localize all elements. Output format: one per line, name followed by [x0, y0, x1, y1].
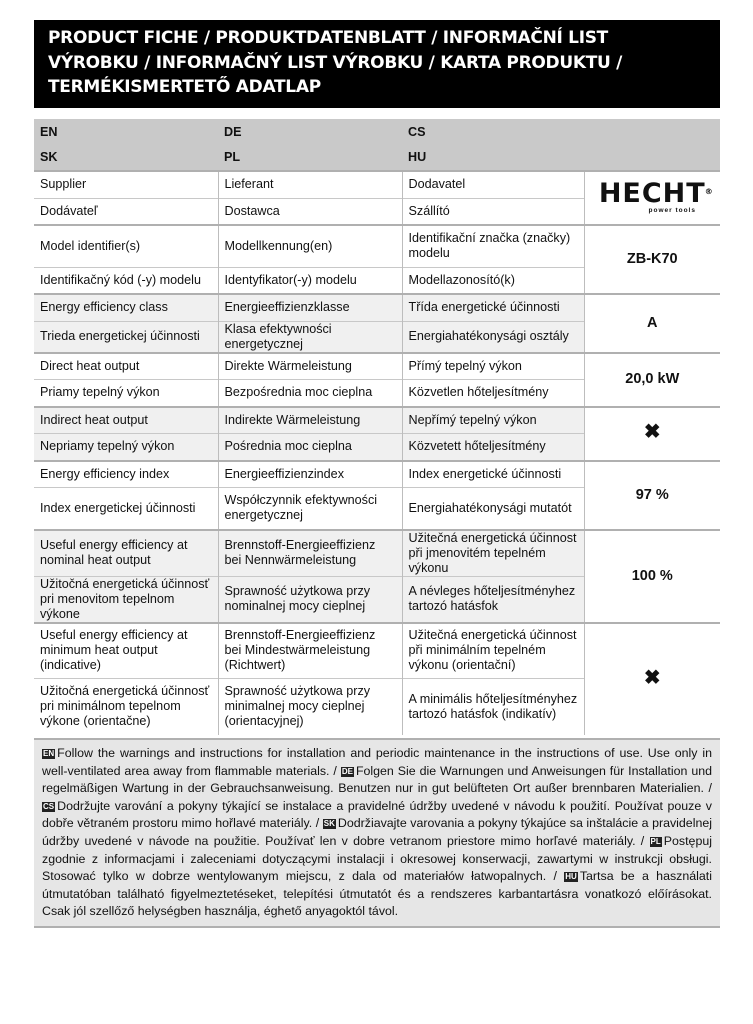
- note-sk: Dodržiavajte varovania a pokyny týkajúce sa inštalácie a pravidelnej údržby uvedené v návode na použitie. Používať len v dobre vetranom priestore mimo horľavé materiály. /: [42, 816, 712, 848]
- label-en: Direct heat output: [34, 353, 218, 380]
- label-pl: Klasa efektywności energetycznej: [218, 321, 402, 353]
- flag-sk-icon: SK: [323, 819, 335, 829]
- registered-mark: ®: [704, 187, 714, 196]
- lang-code: EN: [34, 119, 218, 145]
- minimum-efficiency-value: [584, 623, 720, 735]
- label-hu: Energiahatékonysági osztály: [402, 321, 584, 353]
- title-line: VÝROBKU / INFORMAČNÝ LIST VÝROBKU / KARTA PRODUKTU /: [48, 52, 623, 73]
- brand-logo: [584, 171, 720, 225]
- label-pl: Sprawność użytkowa przy minimalnej mocy cieplnej (orientacyjnej): [218, 679, 402, 735]
- label-sk: Dodávateľ: [34, 198, 218, 225]
- label-sk: Trieda energetickej účinnosti: [34, 321, 218, 353]
- safety-notes: [34, 738, 720, 928]
- label-en: Energy efficiency index: [34, 461, 218, 488]
- flag-cs-icon: CS: [43, 801, 55, 811]
- energy-efficiency-index-value: 97 %: [584, 461, 720, 530]
- label-cs: Nepřímý tepelný výkon: [402, 407, 584, 434]
- label-sk: Identifikačný kód (-y) modelu: [34, 267, 218, 294]
- label-pl: Dostawca: [218, 198, 402, 225]
- product-fiche-title: [34, 20, 720, 108]
- label-de: Lieferant: [218, 171, 402, 198]
- lang-code: CS: [402, 119, 584, 145]
- label-hu: Energiahatékonysági mutatót: [402, 488, 584, 530]
- label-pl: Współczynnik efektywności energetycznej: [218, 488, 402, 530]
- label-cs: Třída energetické účinnosti: [402, 294, 584, 321]
- brand-name: HECHT: [598, 178, 706, 209]
- note-pl: Postępuj zgodnie z informacjami i zaleceniami dotyczącymi instalacji i okresowej konserwacji, zawartymi w instrukcji obsługi. Stosować tylko w dobrze wentylowanym miejscu, z dala od materiałów łatwopalnych. /: [42, 833, 712, 884]
- label-sk: Index energetickej účinnosti: [34, 488, 218, 530]
- label-pl: Sprawność użytkowa przy nominalnej mocy cieplnej: [218, 576, 402, 623]
- cross-icon: ✖: [643, 421, 661, 443]
- label-de: Brennstoff-Energieeffizienz bei Nennwärmeleistung: [218, 530, 402, 577]
- fiche-table: [34, 119, 720, 735]
- label-sk: Užitočná energetická účinnosť pri minimálnom tepelnom výkone (orientačne): [34, 679, 218, 735]
- label-cs: Dodavatel: [402, 171, 584, 198]
- lang-code: HU: [402, 145, 584, 171]
- label-sk: Priamy tepelný výkon: [34, 380, 218, 407]
- label-pl: Identyfikator(-y) modelu: [218, 267, 402, 294]
- label-cs: Index energetické účinnosti: [402, 461, 584, 488]
- label-de: Energieeffizienzklasse: [218, 294, 402, 321]
- label-de: Indirekte Wärmeleistung: [218, 407, 402, 434]
- flag-hu-icon: HU: [565, 872, 577, 882]
- label-de: Energieeffizienzindex: [218, 461, 402, 488]
- cross-icon: ✖: [643, 666, 661, 689]
- brand-tagline: power tools: [648, 207, 696, 214]
- flag-pl-icon: PL: [650, 836, 661, 846]
- title-line: TERMÉKISMERTETŐ ADATLAP: [48, 77, 321, 97]
- label-sk: Užitočná energetická účinnosť pri menovitom tepelnom výkone: [34, 576, 218, 623]
- label-cs: Identifikační značka (značky) modelu: [402, 225, 584, 267]
- nominal-efficiency-value: 100 %: [584, 530, 720, 623]
- label-cs: Užitečná energetická účinnost při minimálním tepelném výkonu (orientační): [402, 623, 584, 679]
- label-en: Supplier: [34, 171, 218, 198]
- energy-class-value: A: [584, 294, 720, 353]
- label-hu: A névleges hőteljesítményhez tartozó hatásfok: [402, 576, 584, 623]
- label-hu: A minimális hőteljesítményhez tartozó hatásfok (indikatív): [402, 679, 584, 735]
- label-pl: Bezpośrednia moc cieplna: [218, 380, 402, 407]
- label-hu: Modellazonosító(k): [402, 267, 584, 294]
- model-identifier-value: ZB-K70: [584, 225, 720, 294]
- label-de: Brennstoff-Energieeffizienz bei Mindestwärmeleistung (Richtwert): [218, 623, 402, 679]
- label-hu: Közvetett hőteljesítmény: [402, 434, 584, 461]
- indirect-heat-output-value: [584, 407, 720, 461]
- label-en: Indirect heat output: [34, 407, 218, 434]
- label-pl: Pośrednia moc cieplna: [218, 434, 402, 461]
- note-hu: Tartsa be a használati útmutatóban található figyelmeztetéseket, telepítési útmutatót és a rendszeres karbantartásra vonatkozó előírásokat. Csak jól szellőző helységben használja, éghető anyagoktól távol.: [42, 869, 712, 919]
- label-hu: Szállító: [402, 198, 584, 225]
- lang-code: DE: [218, 119, 402, 145]
- note-de: Folgen Sie die Warnungen und Anweisungen für Installation und regelmäßigen Wartung in der Gebrauchsanweisung. Benutzen nur in gut belüfteten Ort außer brennbaren Materialien. /: [42, 763, 713, 796]
- label-de: Modellkennung(en): [218, 225, 402, 267]
- note-cs: Dodržujte varování a pokyny týkající se instalace a pravidelné údržby uvedené v návodu k použití. Používat pouze v dobře větraném prostoru mimo hořlavé materiály. /: [42, 798, 712, 831]
- label-en: Useful energy efficiency at nominal heat output: [34, 530, 218, 577]
- label-en: Useful energy efficiency at minimum heat output (indicative): [34, 623, 218, 679]
- label-hu: Közvetlen hőteljesítmény: [402, 380, 584, 407]
- title-line: PRODUCT FICHE / PRODUKTDATENBLATT / INFORMAČNÍ LIST: [48, 28, 608, 48]
- note-en: Follow the warnings and instructions for installation and periodic maintenance in the instructions of use. Use only in well-ventilated area away from flammable materials. /: [42, 746, 712, 778]
- direct-heat-output-value: 20,0 kW: [584, 353, 720, 407]
- label-en: Model identifier(s): [34, 225, 218, 267]
- label-cs: Přímý tepelný výkon: [402, 353, 584, 380]
- label-de: Direkte Wärmeleistung: [218, 353, 402, 380]
- lang-code: PL: [218, 145, 402, 171]
- flag-de-icon: DE: [341, 766, 353, 776]
- label-sk: Nepriamy tepelný výkon: [34, 434, 218, 461]
- label-cs: Užitečná energetická účinnost při jmenovitém tepelném výkonu: [402, 530, 584, 577]
- label-en: Energy efficiency class: [34, 294, 218, 321]
- lang-code: SK: [34, 145, 218, 171]
- flag-en-icon: EN: [43, 749, 55, 758]
